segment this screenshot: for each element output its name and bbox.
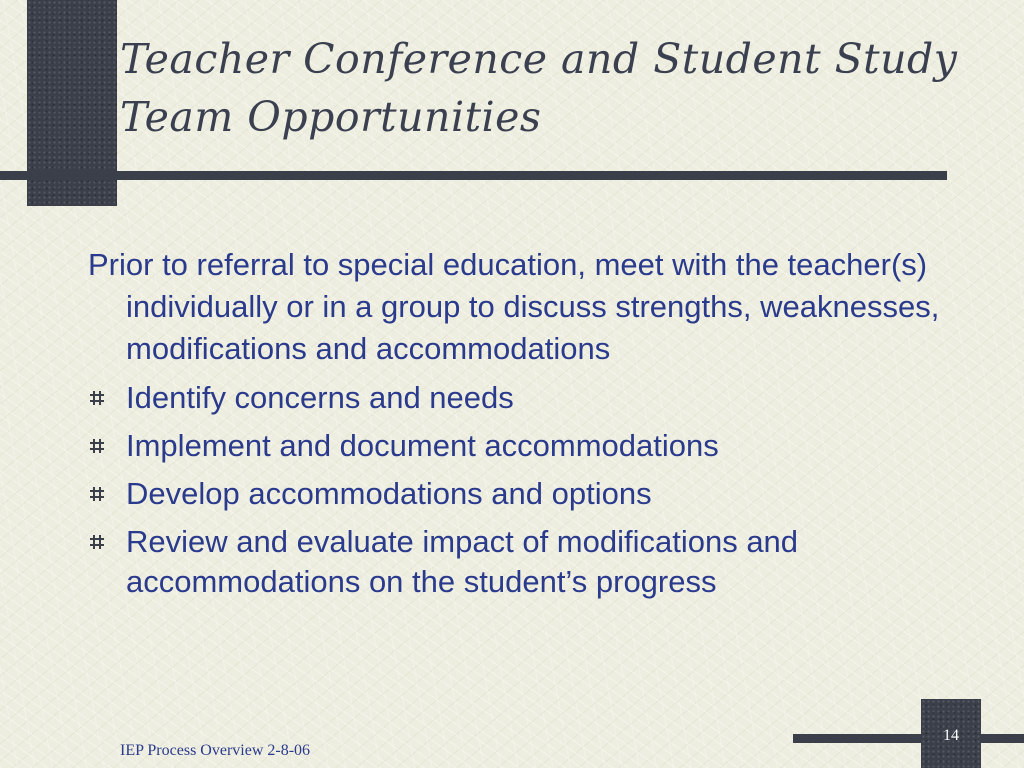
bullet-text: Implement and document accommodations xyxy=(126,428,719,463)
title-rule xyxy=(0,171,947,180)
bullet-text: Develop accommodations and options xyxy=(126,476,652,511)
square-bullet-icon xyxy=(90,535,104,549)
lead-paragraph: Prior to referral to special education, meet with the teacher(s) individually or in a group to discuss strengths, weaknesses, modifications and accommodations xyxy=(88,247,940,366)
bullet-item xyxy=(88,378,948,418)
square-bullet-icon xyxy=(90,487,104,501)
slide-title: Teacher Conference and Student Study Team Opportunities xyxy=(120,35,958,141)
bullet-item xyxy=(88,426,948,466)
bullet-text: Review and evaluate impact of modifications and accommodations on the student’s progress xyxy=(126,524,799,599)
square-bullet-icon xyxy=(90,439,104,453)
bullet-item xyxy=(88,474,948,514)
footer-text: IEP Process Overview 2-8-06 xyxy=(120,742,311,759)
square-bullet-icon xyxy=(90,391,104,405)
bullet-list xyxy=(88,378,948,602)
page-number: 14 xyxy=(943,727,959,744)
slide-content xyxy=(88,244,948,610)
bullet-item xyxy=(88,522,948,602)
bullet-text: Identify concerns and needs xyxy=(126,380,514,415)
footer-rule xyxy=(793,734,1024,743)
